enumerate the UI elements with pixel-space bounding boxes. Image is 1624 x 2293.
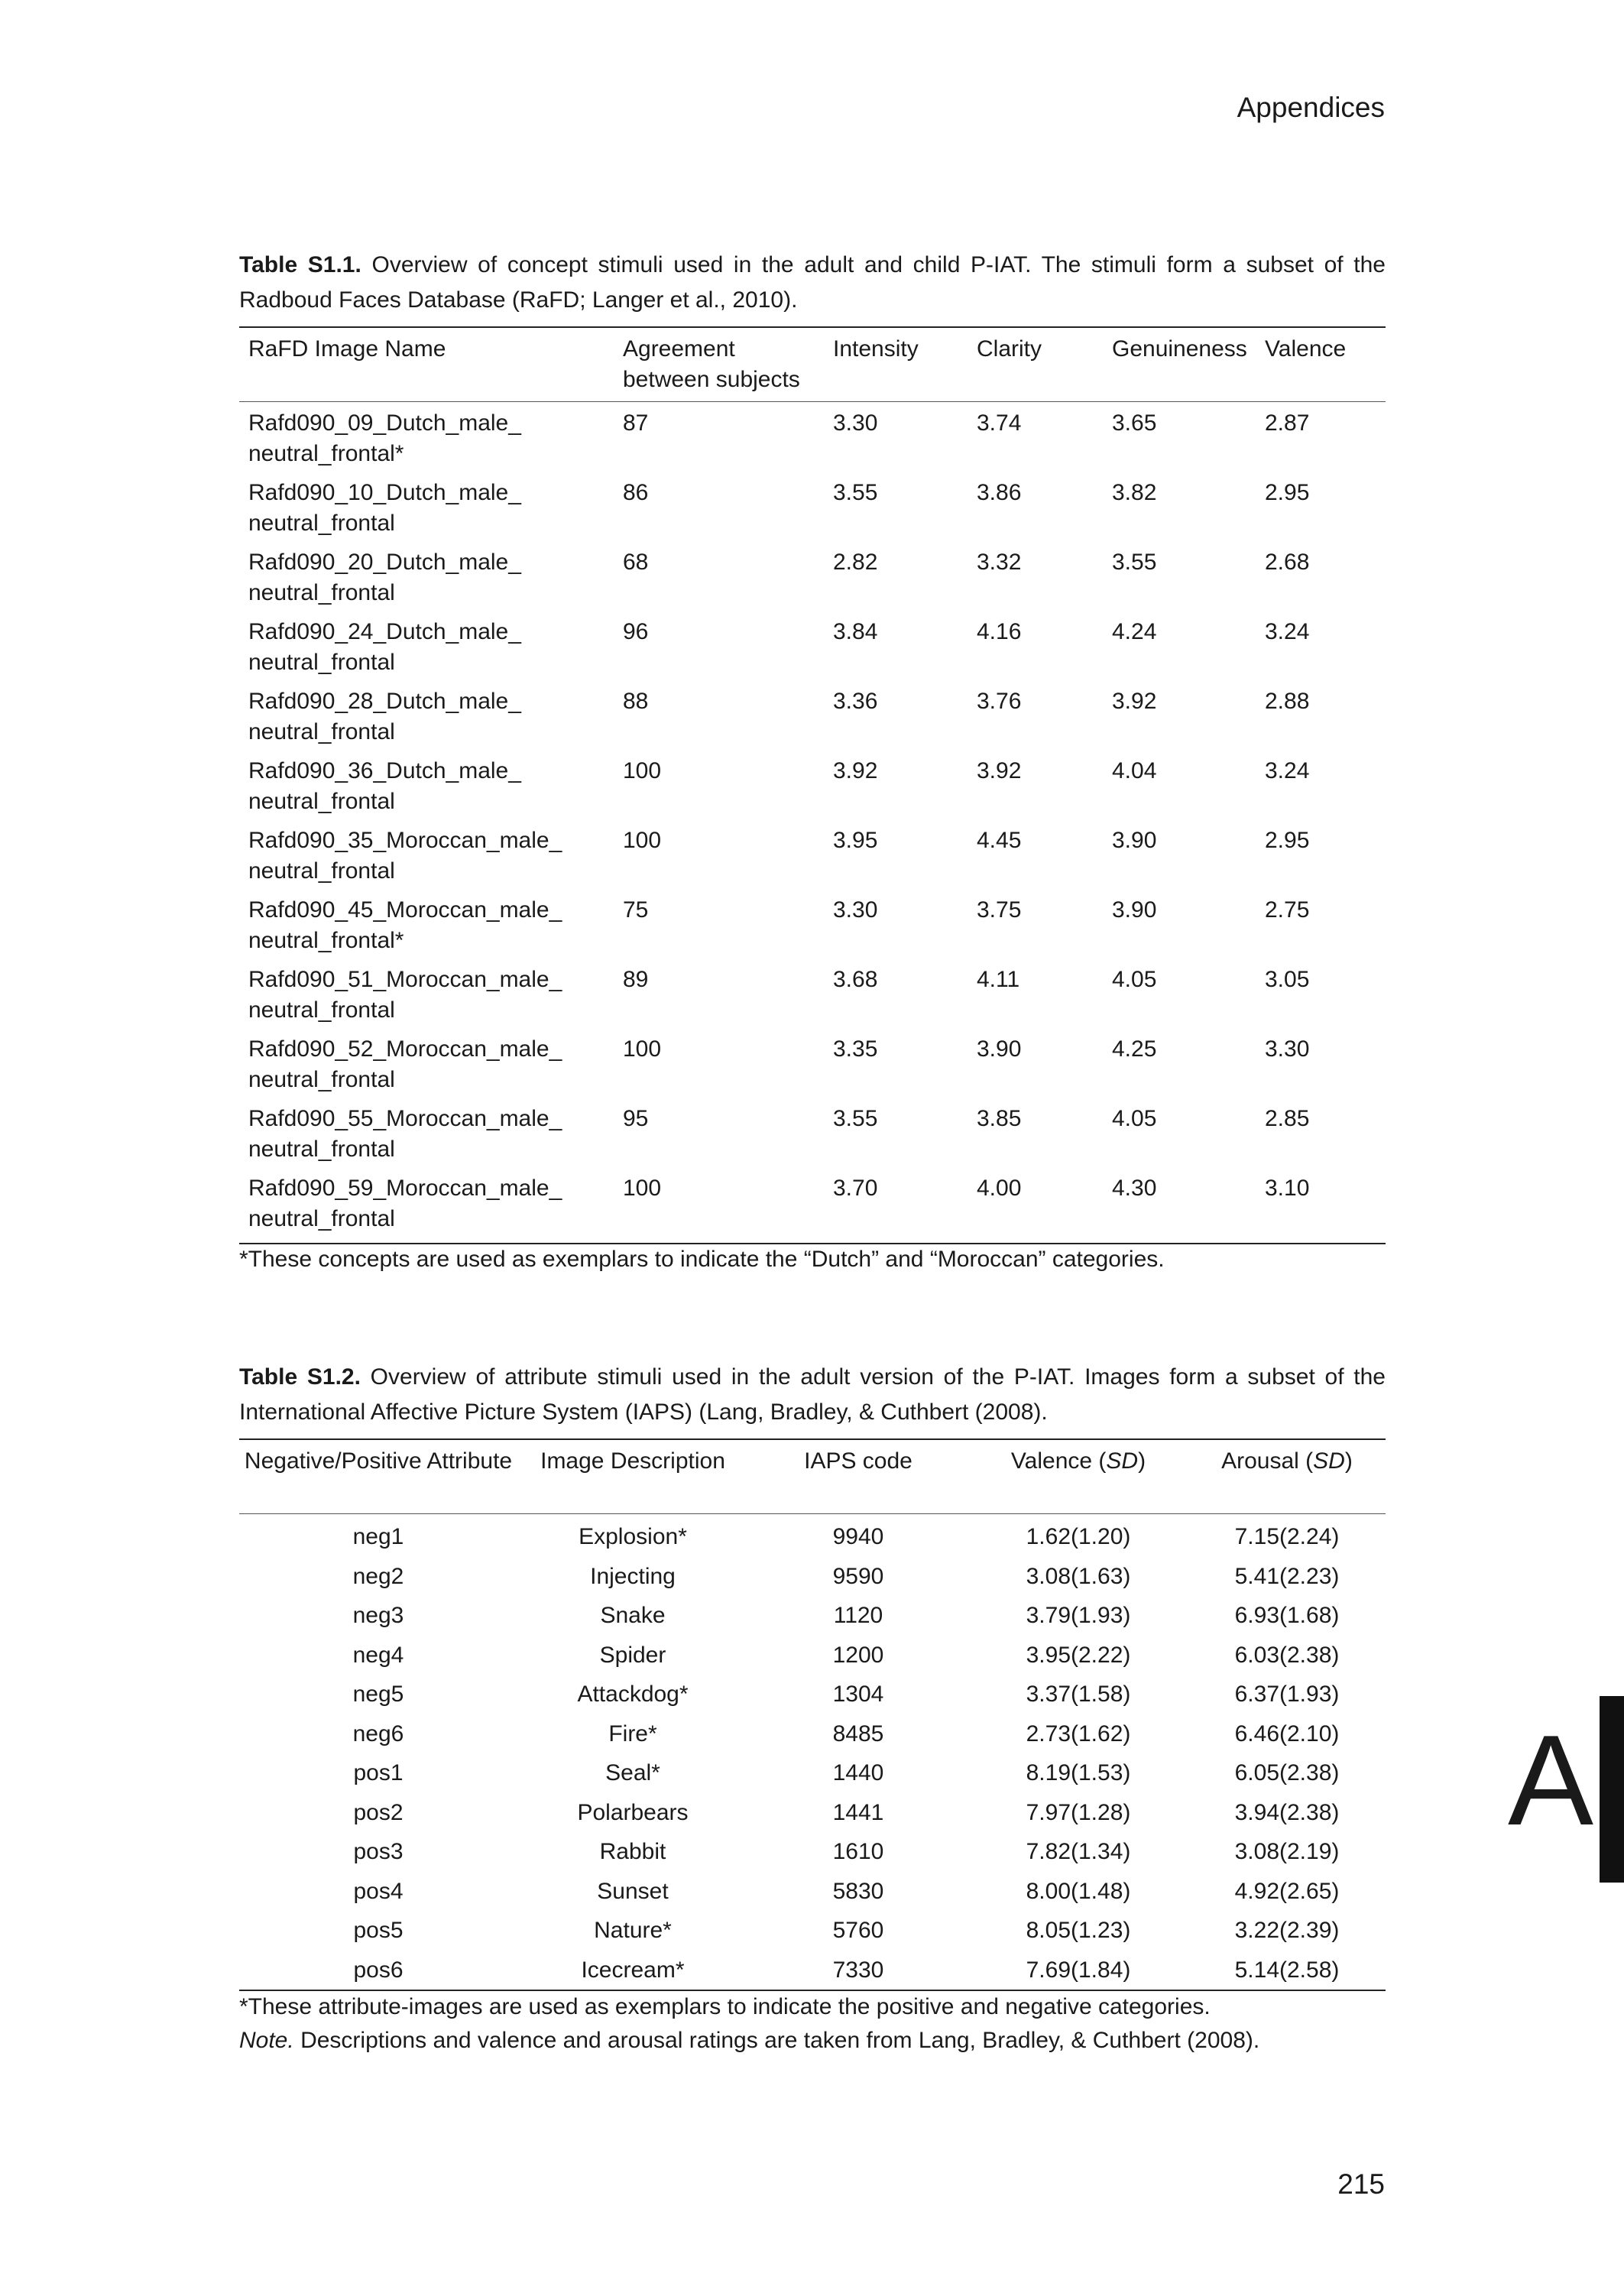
image-name-line2: neutral_frontal bbox=[248, 1137, 395, 1162]
image-name-cell bbox=[239, 1173, 614, 1244]
image-name-line1: Rafd090_10_Dutch_male_ bbox=[248, 480, 521, 505]
description-cell: Spider bbox=[599, 1642, 666, 1668]
arousal-cell: 3.08(2.19) bbox=[1234, 1839, 1340, 1864]
valence-cell: 8.00(1.48) bbox=[1026, 1878, 1131, 1904]
genuineness-cell: 4.04 bbox=[1112, 758, 1157, 783]
genuineness-cell: 4.24 bbox=[1112, 619, 1157, 644]
image-name-line1: Rafd090_28_Dutch_male_ bbox=[248, 689, 521, 714]
table1-header: Intensity bbox=[824, 327, 968, 402]
image-name-line1: Rafd090_51_Moroccan_male_ bbox=[248, 967, 562, 992]
table2-footnote: *These attribute-images are used as exemplars to indicate the positive and negative categories. bbox=[239, 1994, 1211, 2019]
agreement-cell: 88 bbox=[623, 689, 649, 714]
table2-header-row bbox=[239, 1439, 1386, 1514]
description-cell: Snake bbox=[600, 1603, 666, 1628]
table-row bbox=[239, 1557, 1386, 1597]
image-name-line2: neutral_frontal bbox=[248, 1067, 395, 1092]
genuineness-cell: 4.30 bbox=[1112, 1176, 1157, 1201]
clarity-cell: 4.16 bbox=[977, 619, 1022, 644]
image-name-cell bbox=[239, 895, 614, 965]
intensity-cell: 3.68 bbox=[833, 967, 878, 992]
attribute-cell: neg5 bbox=[352, 1682, 404, 1707]
concept-stimuli-table bbox=[239, 326, 1386, 1244]
description-cell: Seal* bbox=[605, 1760, 660, 1785]
arousal-cell: 4.92(2.65) bbox=[1234, 1878, 1340, 1904]
valence-cell: 3.30 bbox=[1265, 1036, 1310, 1062]
valence-cell: 3.05 bbox=[1265, 967, 1310, 992]
valence-header-label: Valence bbox=[1010, 1448, 1093, 1474]
image-name-line1: Rafd090_52_Moroccan_male_ bbox=[248, 1036, 562, 1062]
genuineness-cell: 4.05 bbox=[1112, 1106, 1157, 1131]
code-cell: 5830 bbox=[832, 1878, 884, 1904]
intensity-cell: 3.70 bbox=[833, 1176, 878, 1201]
note-text: Descriptions and valence and arousal ratings are taken from Lang, Bradley, & Cuthbert (2008). bbox=[300, 2028, 1260, 2053]
table1-header-row bbox=[239, 327, 1386, 402]
arousal-cell: 5.14(2.58) bbox=[1234, 1957, 1340, 1983]
description-cell: Attackdog* bbox=[577, 1682, 689, 1707]
agreement-cell: 100 bbox=[623, 1036, 662, 1062]
intensity-cell: 3.55 bbox=[833, 480, 878, 505]
table-row bbox=[239, 402, 1386, 478]
code-cell: 1440 bbox=[832, 1760, 884, 1785]
table1-header: RaFD Image Name bbox=[239, 327, 614, 402]
table-row bbox=[239, 965, 1386, 1034]
agreement-cell: 100 bbox=[623, 758, 662, 783]
clarity-cell: 3.32 bbox=[977, 550, 1022, 575]
genuineness-cell: 3.90 bbox=[1112, 897, 1157, 923]
intensity-cell: 3.95 bbox=[833, 828, 878, 853]
arousal-cell: 6.03(2.38) bbox=[1234, 1642, 1340, 1668]
attribute-cell: neg6 bbox=[352, 1721, 404, 1747]
valence-cell: 3.24 bbox=[1265, 619, 1310, 644]
attribute-cell: neg3 bbox=[352, 1603, 404, 1628]
appendix-tab-bar bbox=[1600, 1696, 1624, 1883]
agreement-cell: 75 bbox=[623, 897, 649, 923]
code-cell: 1120 bbox=[833, 1603, 883, 1628]
clarity-cell: 3.86 bbox=[977, 480, 1022, 505]
valence-cell: 2.73(1.62) bbox=[1026, 1721, 1131, 1747]
table1-header: Agreement between subjects bbox=[614, 327, 824, 402]
table1-header: Genuineness bbox=[1103, 327, 1256, 402]
description-cell: Injecting bbox=[590, 1563, 676, 1589]
image-name-line2: neutral_frontal bbox=[248, 858, 395, 884]
arousal-cell: 6.37(1.93) bbox=[1234, 1682, 1340, 1707]
table2-header: Image Description bbox=[517, 1439, 748, 1514]
arousal-cell: 6.05(2.38) bbox=[1234, 1760, 1340, 1785]
table2-note bbox=[239, 2024, 1259, 2058]
description-cell: Sunset bbox=[597, 1878, 669, 1904]
table-row bbox=[239, 1596, 1386, 1636]
image-name-cell bbox=[239, 1104, 614, 1173]
table-row bbox=[239, 617, 1386, 686]
genuineness-cell: 4.25 bbox=[1112, 1036, 1157, 1062]
image-name-line1: Rafd090_59_Moroccan_male_ bbox=[248, 1176, 562, 1201]
valence-cell: 3.24 bbox=[1265, 758, 1310, 783]
image-name-line1: Rafd090_35_Moroccan_male_ bbox=[248, 828, 562, 853]
valence-cell: 3.08(1.63) bbox=[1026, 1563, 1131, 1589]
attribute-stimuli-table bbox=[239, 1438, 1386, 1991]
table-row bbox=[239, 1951, 1386, 1991]
image-name-line2: neutral_frontal bbox=[248, 789, 395, 814]
agreement-cell: 86 bbox=[623, 480, 649, 505]
code-cell: 9940 bbox=[832, 1524, 884, 1549]
image-name-cell bbox=[239, 686, 614, 756]
image-name-cell bbox=[239, 825, 614, 895]
table1-label: Table S1.1. bbox=[239, 252, 361, 277]
valence-cell: 7.97(1.28) bbox=[1026, 1799, 1131, 1825]
agreement-cell: 100 bbox=[623, 1176, 662, 1201]
image-name-line1: Rafd090_24_Dutch_male_ bbox=[248, 619, 521, 644]
arousal-sd-label: SD bbox=[1313, 1448, 1345, 1474]
valence-cell: 3.37(1.58) bbox=[1026, 1682, 1131, 1707]
valence-cell: 8.05(1.23) bbox=[1026, 1918, 1131, 1943]
genuineness-cell: 3.90 bbox=[1112, 828, 1157, 853]
running-head: Appendices bbox=[1237, 92, 1385, 123]
image-name-cell bbox=[239, 756, 614, 825]
arousal-cell: 6.93(1.68) bbox=[1234, 1603, 1340, 1628]
valence-cell: 3.10 bbox=[1265, 1176, 1310, 1201]
image-name-cell bbox=[239, 965, 614, 1034]
valence-cell: 3.95(2.22) bbox=[1026, 1642, 1131, 1668]
attribute-cell: neg2 bbox=[352, 1563, 404, 1589]
intensity-cell: 3.92 bbox=[833, 758, 878, 783]
image-name-line1: Rafd090_09_Dutch_male_ bbox=[248, 410, 521, 436]
intensity-cell: 3.30 bbox=[833, 897, 878, 923]
table1-caption bbox=[239, 248, 1386, 318]
attribute-cell: pos2 bbox=[353, 1799, 404, 1825]
table-row bbox=[239, 1636, 1386, 1675]
image-name-cell bbox=[239, 478, 614, 547]
code-cell: 7330 bbox=[832, 1957, 884, 1983]
table1-header: Clarity bbox=[968, 327, 1103, 402]
clarity-cell: 4.00 bbox=[977, 1176, 1022, 1201]
appendix-tab-letter: A bbox=[1508, 1708, 1594, 1852]
image-name-cell bbox=[239, 617, 614, 686]
image-name-line2: neutral_frontal bbox=[248, 580, 395, 605]
table-row bbox=[239, 1872, 1386, 1912]
note-label: Note. bbox=[239, 2028, 294, 2053]
valence-cell: 2.87 bbox=[1265, 410, 1310, 436]
genuineness-cell: 3.92 bbox=[1112, 689, 1157, 714]
image-name-cell bbox=[239, 402, 614, 478]
arousal-cell: 7.15(2.24) bbox=[1234, 1524, 1340, 1549]
table-row bbox=[239, 547, 1386, 617]
description-cell: Rabbit bbox=[599, 1839, 666, 1864]
arousal-header-label: Arousal bbox=[1221, 1448, 1299, 1474]
table-row bbox=[239, 1104, 1386, 1173]
code-cell: 8485 bbox=[832, 1721, 884, 1747]
table-row bbox=[239, 1034, 1386, 1104]
valence-cell: 2.95 bbox=[1265, 480, 1310, 505]
image-name-line1: Rafd090_20_Dutch_male_ bbox=[248, 550, 521, 575]
table-row bbox=[239, 1173, 1386, 1244]
code-cell: 1441 bbox=[832, 1799, 884, 1825]
image-name-line2: neutral_frontal bbox=[248, 511, 395, 536]
image-name-line1: Rafd090_45_Moroccan_male_ bbox=[248, 897, 562, 923]
intensity-cell: 3.36 bbox=[833, 689, 878, 714]
clarity-cell: 3.90 bbox=[977, 1036, 1022, 1062]
genuineness-cell: 4.05 bbox=[1112, 967, 1157, 992]
page-number: 215 bbox=[1337, 2168, 1385, 2200]
agreement-cell: 68 bbox=[623, 550, 649, 575]
agreement-cell: 100 bbox=[623, 828, 662, 853]
valence-cell: 3.79(1.93) bbox=[1026, 1603, 1131, 1628]
arousal-cell: 6.46(2.10) bbox=[1234, 1721, 1340, 1747]
image-name-line2: neutral_frontal bbox=[248, 1206, 395, 1231]
clarity-cell: 3.92 bbox=[977, 758, 1022, 783]
image-name-line2: neutral_frontal bbox=[248, 650, 395, 675]
attribute-cell: neg1 bbox=[352, 1524, 404, 1549]
intensity-cell: 3.84 bbox=[833, 619, 878, 644]
intensity-cell: 3.55 bbox=[833, 1106, 878, 1131]
code-cell: 9590 bbox=[832, 1563, 884, 1589]
attribute-cell: neg4 bbox=[352, 1642, 404, 1668]
table2-caption bbox=[239, 1360, 1386, 1430]
table2-header: Negative/Positive Attribute bbox=[239, 1439, 517, 1514]
agreement-cell: 96 bbox=[623, 619, 649, 644]
table1-footnote: *These concepts are used as exemplars to indicate the “Dutch” and “Moroccan” categories. bbox=[239, 1247, 1165, 1272]
arousal-cell: 5.41(2.23) bbox=[1234, 1563, 1340, 1589]
description-cell: Explosion* bbox=[579, 1524, 687, 1549]
table-row bbox=[239, 1793, 1386, 1833]
intensity-cell: 3.35 bbox=[833, 1036, 878, 1062]
table-row bbox=[239, 1675, 1386, 1714]
table-row bbox=[239, 1911, 1386, 1951]
valence-cell: 2.75 bbox=[1265, 897, 1310, 923]
table1-caption-text: Overview of concept stimuli used in the adult and child P-IAT. The stimuli form a subset of the Radboud Faces Database (RaFD; Langer et al., 2010). bbox=[239, 252, 1386, 313]
genuineness-cell: 3.65 bbox=[1112, 410, 1157, 436]
table-row bbox=[239, 686, 1386, 756]
table-row bbox=[239, 478, 1386, 547]
agreement-cell: 95 bbox=[623, 1106, 649, 1131]
description-cell: Fire* bbox=[608, 1721, 657, 1747]
valence-cell: 7.82(1.34) bbox=[1026, 1839, 1131, 1864]
table-row bbox=[239, 1714, 1386, 1754]
genuineness-cell: 3.82 bbox=[1112, 480, 1157, 505]
image-name-line2: neutral_frontal bbox=[248, 719, 395, 744]
attribute-cell: pos5 bbox=[353, 1918, 404, 1943]
valence-cell: 8.19(1.53) bbox=[1026, 1760, 1131, 1785]
table2-header: IAPS code bbox=[748, 1439, 968, 1514]
description-cell: Nature* bbox=[594, 1918, 672, 1943]
code-cell: 1200 bbox=[832, 1642, 884, 1668]
valence-cell: 2.88 bbox=[1265, 689, 1310, 714]
agreement-cell: 87 bbox=[623, 410, 649, 436]
code-cell: 1610 bbox=[832, 1839, 884, 1864]
intensity-cell: 3.30 bbox=[833, 410, 878, 436]
valence-sd-label: SD bbox=[1106, 1448, 1139, 1474]
table-row bbox=[239, 1753, 1386, 1793]
clarity-cell: 4.45 bbox=[977, 828, 1022, 853]
table2-caption-text: Overview of attribute stimuli used in the adult version of the P-IAT. Images form a subset of the International Affective Picture System (IAPS) (Lang, Bradley, & Cuthbert (2008). bbox=[239, 1364, 1386, 1425]
genuineness-cell: 3.55 bbox=[1112, 550, 1157, 575]
valence-cell: 2.68 bbox=[1265, 550, 1310, 575]
clarity-cell: 3.85 bbox=[977, 1106, 1022, 1131]
valence-cell: 2.95 bbox=[1265, 828, 1310, 853]
image-name-line2: neutral_frontal* bbox=[248, 928, 404, 953]
table2-header: Arousal (SD) bbox=[1188, 1439, 1386, 1514]
image-name-line1: Rafd090_36_Dutch_male_ bbox=[248, 758, 521, 783]
clarity-cell: 3.75 bbox=[977, 897, 1022, 923]
image-name-line1: Rafd090_55_Moroccan_male_ bbox=[248, 1106, 562, 1131]
clarity-cell: 3.74 bbox=[977, 410, 1022, 436]
valence-cell: 7.69(1.84) bbox=[1026, 1957, 1131, 1983]
arousal-cell: 3.22(2.39) bbox=[1234, 1918, 1340, 1943]
attribute-cell: pos3 bbox=[353, 1839, 404, 1864]
attribute-cell: pos1 bbox=[353, 1760, 404, 1785]
table-row bbox=[239, 895, 1386, 965]
table-row bbox=[239, 756, 1386, 825]
table2-header: Valence (SD) bbox=[968, 1439, 1188, 1514]
attribute-cell: pos6 bbox=[353, 1957, 404, 1983]
clarity-cell: 3.76 bbox=[977, 689, 1022, 714]
valence-cell: 2.85 bbox=[1265, 1106, 1310, 1131]
table-row bbox=[239, 1514, 1386, 1557]
table2-label: Table S1.2. bbox=[239, 1364, 361, 1390]
table-row bbox=[239, 1832, 1386, 1872]
description-cell: Polarbears bbox=[577, 1799, 689, 1825]
code-cell: 5760 bbox=[832, 1918, 884, 1943]
table-row bbox=[239, 825, 1386, 895]
table1-header: Valence bbox=[1256, 327, 1386, 402]
attribute-cell: pos4 bbox=[353, 1878, 404, 1904]
arousal-cell: 3.94(2.38) bbox=[1234, 1799, 1340, 1825]
intensity-cell: 2.82 bbox=[833, 550, 878, 575]
image-name-cell bbox=[239, 547, 614, 617]
image-name-line2: neutral_frontal bbox=[248, 997, 395, 1023]
image-name-cell bbox=[239, 1034, 614, 1104]
description-cell: Icecream* bbox=[581, 1957, 685, 1983]
valence-cell: 1.62(1.20) bbox=[1026, 1524, 1131, 1549]
code-cell: 1304 bbox=[832, 1682, 884, 1707]
image-name-line2: neutral_frontal* bbox=[248, 441, 404, 466]
clarity-cell: 4.11 bbox=[977, 967, 1020, 992]
agreement-cell: 89 bbox=[623, 967, 649, 992]
